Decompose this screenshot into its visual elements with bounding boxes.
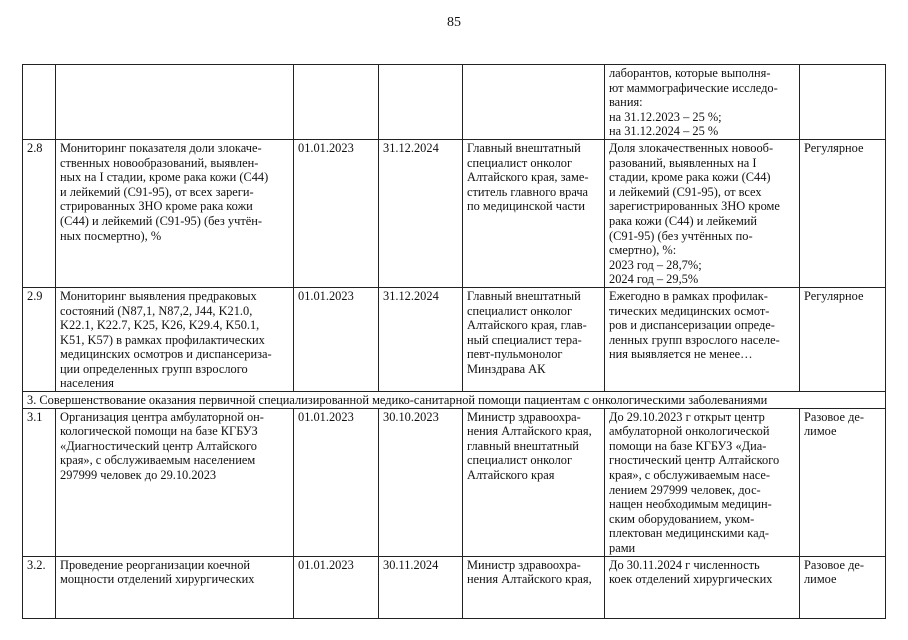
- result-line: помощи на базе КГБУЗ «Диа-: [609, 438, 767, 453]
- event-type-line: Разовое де-: [804, 409, 865, 424]
- result-line: (C91-95) (без учтённых по-: [609, 228, 753, 243]
- result-line: ским оборудованием, уком-: [609, 511, 755, 526]
- start-date: 01.01.2023: [294, 287, 379, 391]
- event-type: [800, 65, 886, 140]
- event-title-line: состояний (N87,1, N87,2, J44, K21.0,: [60, 303, 253, 318]
- result-line: нащен необходимым медицин-: [609, 497, 772, 512]
- responsible-line: главный внештатный: [467, 438, 579, 453]
- start-date: 01.01.2023: [294, 408, 379, 556]
- responsible-line: Алтайского края, глав-: [467, 318, 587, 333]
- end-date: 30.11.2024: [379, 556, 463, 618]
- event-title: [56, 556, 294, 618]
- responsible-line: Алтайского края, заме-: [467, 170, 589, 185]
- event-type-line: лимое: [804, 572, 837, 587]
- event-title-line: мощности отделений хирургических: [60, 572, 255, 587]
- result-line: гностический центр Алтайского: [609, 453, 780, 468]
- result-line: рака кожи (C44) и лейкемий: [609, 213, 758, 228]
- result: [605, 139, 800, 287]
- row-number: 3.2.: [23, 556, 56, 618]
- start-date: 01.01.2023: [294, 556, 379, 618]
- responsible-line: по медицинской части: [467, 199, 586, 214]
- plan-table: [22, 64, 886, 619]
- result: [605, 556, 800, 618]
- responsible: [463, 139, 605, 287]
- result-line: 2023 год – 28,7%;: [609, 257, 702, 272]
- event-title-line: ных на I стадии, кроме рака кожи (C44): [60, 170, 269, 185]
- table-row: [23, 287, 886, 391]
- responsible-line: Минздрава АК: [467, 361, 546, 376]
- result-line: края», с обслуживаемым насе-: [609, 468, 771, 483]
- result-line: тических медицинских осмот-: [609, 303, 770, 318]
- event-title-line: медицинских осмотров и диспансериза-: [60, 347, 272, 362]
- start-date: [294, 65, 379, 140]
- event-type: Регулярное: [800, 287, 886, 391]
- event-title-line: ных посмертно), %: [60, 228, 162, 243]
- event-type-line: лимое: [804, 424, 837, 439]
- result: [605, 408, 800, 556]
- result-line: Ежегодно в рамках профилак-: [609, 288, 768, 303]
- event-title-line: Проведение реорганизации коечной: [60, 557, 251, 572]
- event-title-line: края», с обслуживаемым населением: [60, 453, 256, 468]
- responsible-line: нения Алтайского края,: [467, 424, 592, 439]
- responsible-line: певт-пульмонолог: [467, 347, 563, 362]
- result: [605, 287, 800, 391]
- result-line: лением 297999 человек, дос-: [609, 482, 761, 497]
- result-line: смертно), %:: [609, 243, 677, 258]
- event-title-line: ственных новообразований, выявлен-: [60, 155, 259, 170]
- table-row: [23, 139, 886, 287]
- row-number: 3.1: [23, 408, 56, 556]
- result-line: ют маммографические исследо-: [609, 80, 778, 95]
- result: [605, 65, 800, 140]
- end-date: 31.12.2024: [379, 287, 463, 391]
- row-number: [23, 65, 56, 140]
- responsible: [463, 556, 605, 618]
- responsible-line: специалист онколог: [467, 303, 573, 318]
- event-type: [800, 556, 886, 618]
- event-type-line: Разовое де-: [804, 557, 865, 572]
- event-title-line: кологической помощи на базе КГБУЗ: [60, 424, 258, 439]
- event-title-line: Мониторинг показателя доли злокаче-: [60, 140, 262, 155]
- result-line: зарегистрированных ЗНО кроме: [609, 199, 780, 214]
- event-title-line: и лейкемий (C91-95), от всех зареги-: [60, 184, 254, 199]
- event-title-line: ции определенных групп взрослого: [60, 361, 248, 376]
- responsible-line: нения Алтайского края,: [467, 572, 592, 587]
- result-line: До 29.10.2023 г открыт центр: [609, 409, 765, 424]
- page-number: 85: [447, 15, 461, 30]
- result-line: ния выявляется не менее…: [609, 347, 753, 362]
- section-row: [23, 392, 886, 409]
- event-title-line: K51, K57) в рамках профилактических: [60, 332, 265, 347]
- result-line: 2024 год – 29,5%: [609, 272, 699, 287]
- start-date: 01.01.2023: [294, 139, 379, 287]
- end-date: [379, 65, 463, 140]
- responsible: [463, 408, 605, 556]
- result-line: на 31.12.2024 – 25 %: [609, 124, 719, 139]
- result-line: вания:: [609, 95, 643, 110]
- responsible-line: Главный внештатный: [467, 288, 581, 303]
- event-title-line: населения: [60, 376, 114, 391]
- responsible-line: Алтайского края: [467, 468, 555, 483]
- event-title-line: «Диагностический центр Алтайского: [60, 438, 257, 453]
- responsible-line: специалист онколог: [467, 453, 573, 468]
- result-line: плектован медицинскими кад-: [609, 526, 770, 541]
- responsible: [463, 287, 605, 391]
- row-number: 2.9: [23, 287, 56, 391]
- result-line: коек отделений хирургических: [609, 572, 773, 587]
- responsible: [463, 65, 605, 140]
- result-line: рами: [609, 541, 636, 555]
- event-title-line: Организация центра амбулаторной он-: [60, 409, 264, 424]
- result-line: стадии, кроме рака кожи (C44): [609, 170, 771, 185]
- event-title: [56, 408, 294, 556]
- section-title: 3. Совершенствование оказания первичной специализированной медико-санитарной помощи пациентам с онкологическими заболеваниями: [23, 392, 886, 409]
- result-line: и лейкемий (C91-95), от всех: [609, 184, 762, 199]
- responsible-line: Министр здравоохра-: [467, 409, 581, 424]
- result-line: лаборантов, которые выполня-: [609, 66, 771, 80]
- event-title: [56, 287, 294, 391]
- responsible-line: ститель главного врача: [467, 184, 589, 199]
- responsible-line: специалист онколог: [467, 155, 573, 170]
- responsible-line: Министр здравоохра-: [467, 557, 581, 572]
- responsible-line: ный специалист тера-: [467, 332, 582, 347]
- result-line: ров и диспансеризации опреде-: [609, 318, 775, 333]
- event-title-line: Мониторинг выявления предраковых: [60, 288, 257, 303]
- event-title-line: K22.1, K22.7, K25, K26, K29.4, K50.1,: [60, 318, 260, 333]
- event-title-line: 297999 человек до 29.10.2023: [60, 468, 217, 483]
- event-title: [56, 139, 294, 287]
- event-title-line: стрированных ЗНО кроме рака кожи: [60, 199, 253, 214]
- table-row: [23, 408, 886, 556]
- end-date: 30.10.2023: [379, 408, 463, 556]
- event-type: [800, 408, 886, 556]
- end-date: 31.12.2024: [379, 139, 463, 287]
- result-line: До 30.11.2024 г численность: [609, 557, 760, 572]
- event-title-line: (C44) и лейкемий (C91-95) (без учтён-: [60, 213, 262, 228]
- result-line: ленных групп взрослого населе-: [609, 332, 780, 347]
- event-type: Регулярное: [800, 139, 886, 287]
- result-line: амбулаторной онкологической: [609, 424, 770, 439]
- responsible-line: Главный внештатный: [467, 140, 581, 155]
- result-line: на 31.12.2023 – 25 %;: [609, 109, 722, 124]
- table-row: [23, 65, 886, 140]
- result-line: разований, выявленных на I: [609, 155, 757, 170]
- event-title: [56, 65, 294, 140]
- row-number: 2.8: [23, 139, 56, 287]
- table-row: [23, 556, 886, 618]
- result-line: Доля злокачественных новооб-: [609, 140, 774, 155]
